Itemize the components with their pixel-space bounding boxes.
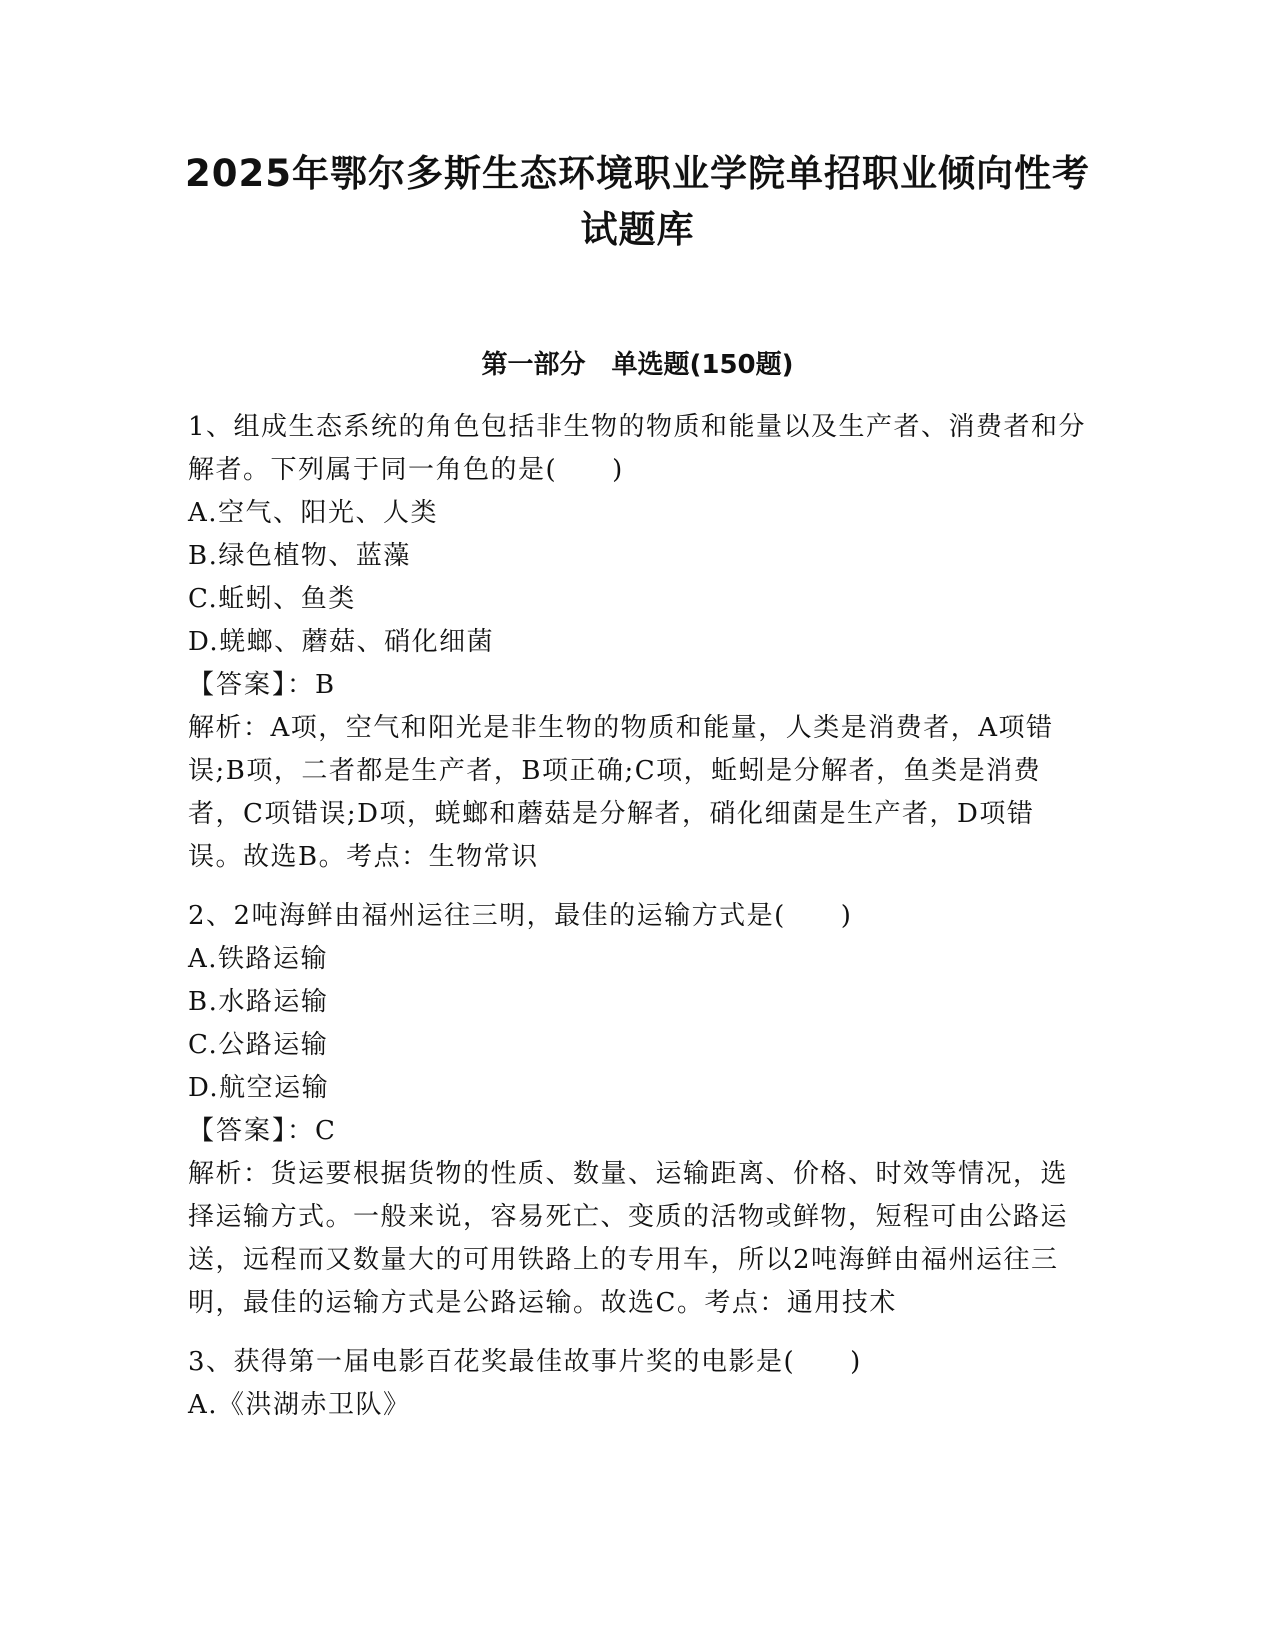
option-a: A.空气、阳光、人类 [188, 498, 439, 528]
question-stem: 3、获得第一届电影百花奖最佳故事片奖的电影是( ) [188, 1347, 862, 1377]
option-d: D.航空运输 [188, 1073, 330, 1103]
option-b: B.绿色植物、蓝藻 [188, 541, 411, 571]
option-b: B.水路运输 [188, 987, 329, 1017]
option-c: C.公路运输 [188, 1030, 329, 1060]
option-c: C.蚯蚓、鱼类 [188, 584, 356, 614]
option-a: A.铁路运输 [188, 944, 329, 974]
section-heading: 第一部分 单选题(150题) [481, 350, 794, 380]
answer-label: 【答案】： [188, 670, 316, 700]
question-1 [188, 406, 1088, 879]
explanation: 解析：货运要根据货物的性质、数量、运输距离、价格、时效等情况，选择运输方式。一般来说，容易死亡、变质的活物或鲜物，短程可由公路运送，远程而又数量大的可用铁路上的专用车，所以2吨海鲜由福州运往三明，最佳的运输方式是公路运输。故选C。考点：通用技术 [188, 1159, 1069, 1318]
question-stem: 1、组成生态系统的角色包括非生物的物质和能量以及生产者、消费者和分解者。下列属于同一角色的是( ) [188, 412, 1087, 485]
document-title-line-2: 试题库 [580, 208, 695, 251]
option-a: A.《洪湖赤卫队》 [188, 1390, 411, 1420]
answer-line [188, 1110, 1088, 1153]
document-title [160, 146, 1115, 258]
option-d: D.蜣螂、蘑菇、硝化细菌 [188, 627, 495, 657]
explanation: 解析：A项，空气和阳光是非生物的物质和能量，人类是消费者，A项错误;B项，二者都是生产者，B项正确;C项，蚯蚓是分解者，鱼类是消费者，C项错误;D项，蜣螂和蘑菇是分解者，硝化细菌是生产者，D项错误。故选B。考点：生物常识 [188, 713, 1054, 872]
answer-value: C [315, 1116, 337, 1146]
question-stem: 2、2吨海鲜由福州运往三明，最佳的运输方式是( ) [188, 901, 853, 931]
question-list [188, 406, 1088, 1443]
document-title-line-1: 2025年鄂尔多斯生态环境职业学院单招职业倾向性考 [185, 152, 1090, 195]
question-3 [188, 1341, 1088, 1427]
answer-value: B [315, 670, 336, 700]
answer-line [188, 664, 1088, 707]
question-2 [188, 895, 1088, 1325]
answer-label: 【答案】： [188, 1116, 316, 1146]
